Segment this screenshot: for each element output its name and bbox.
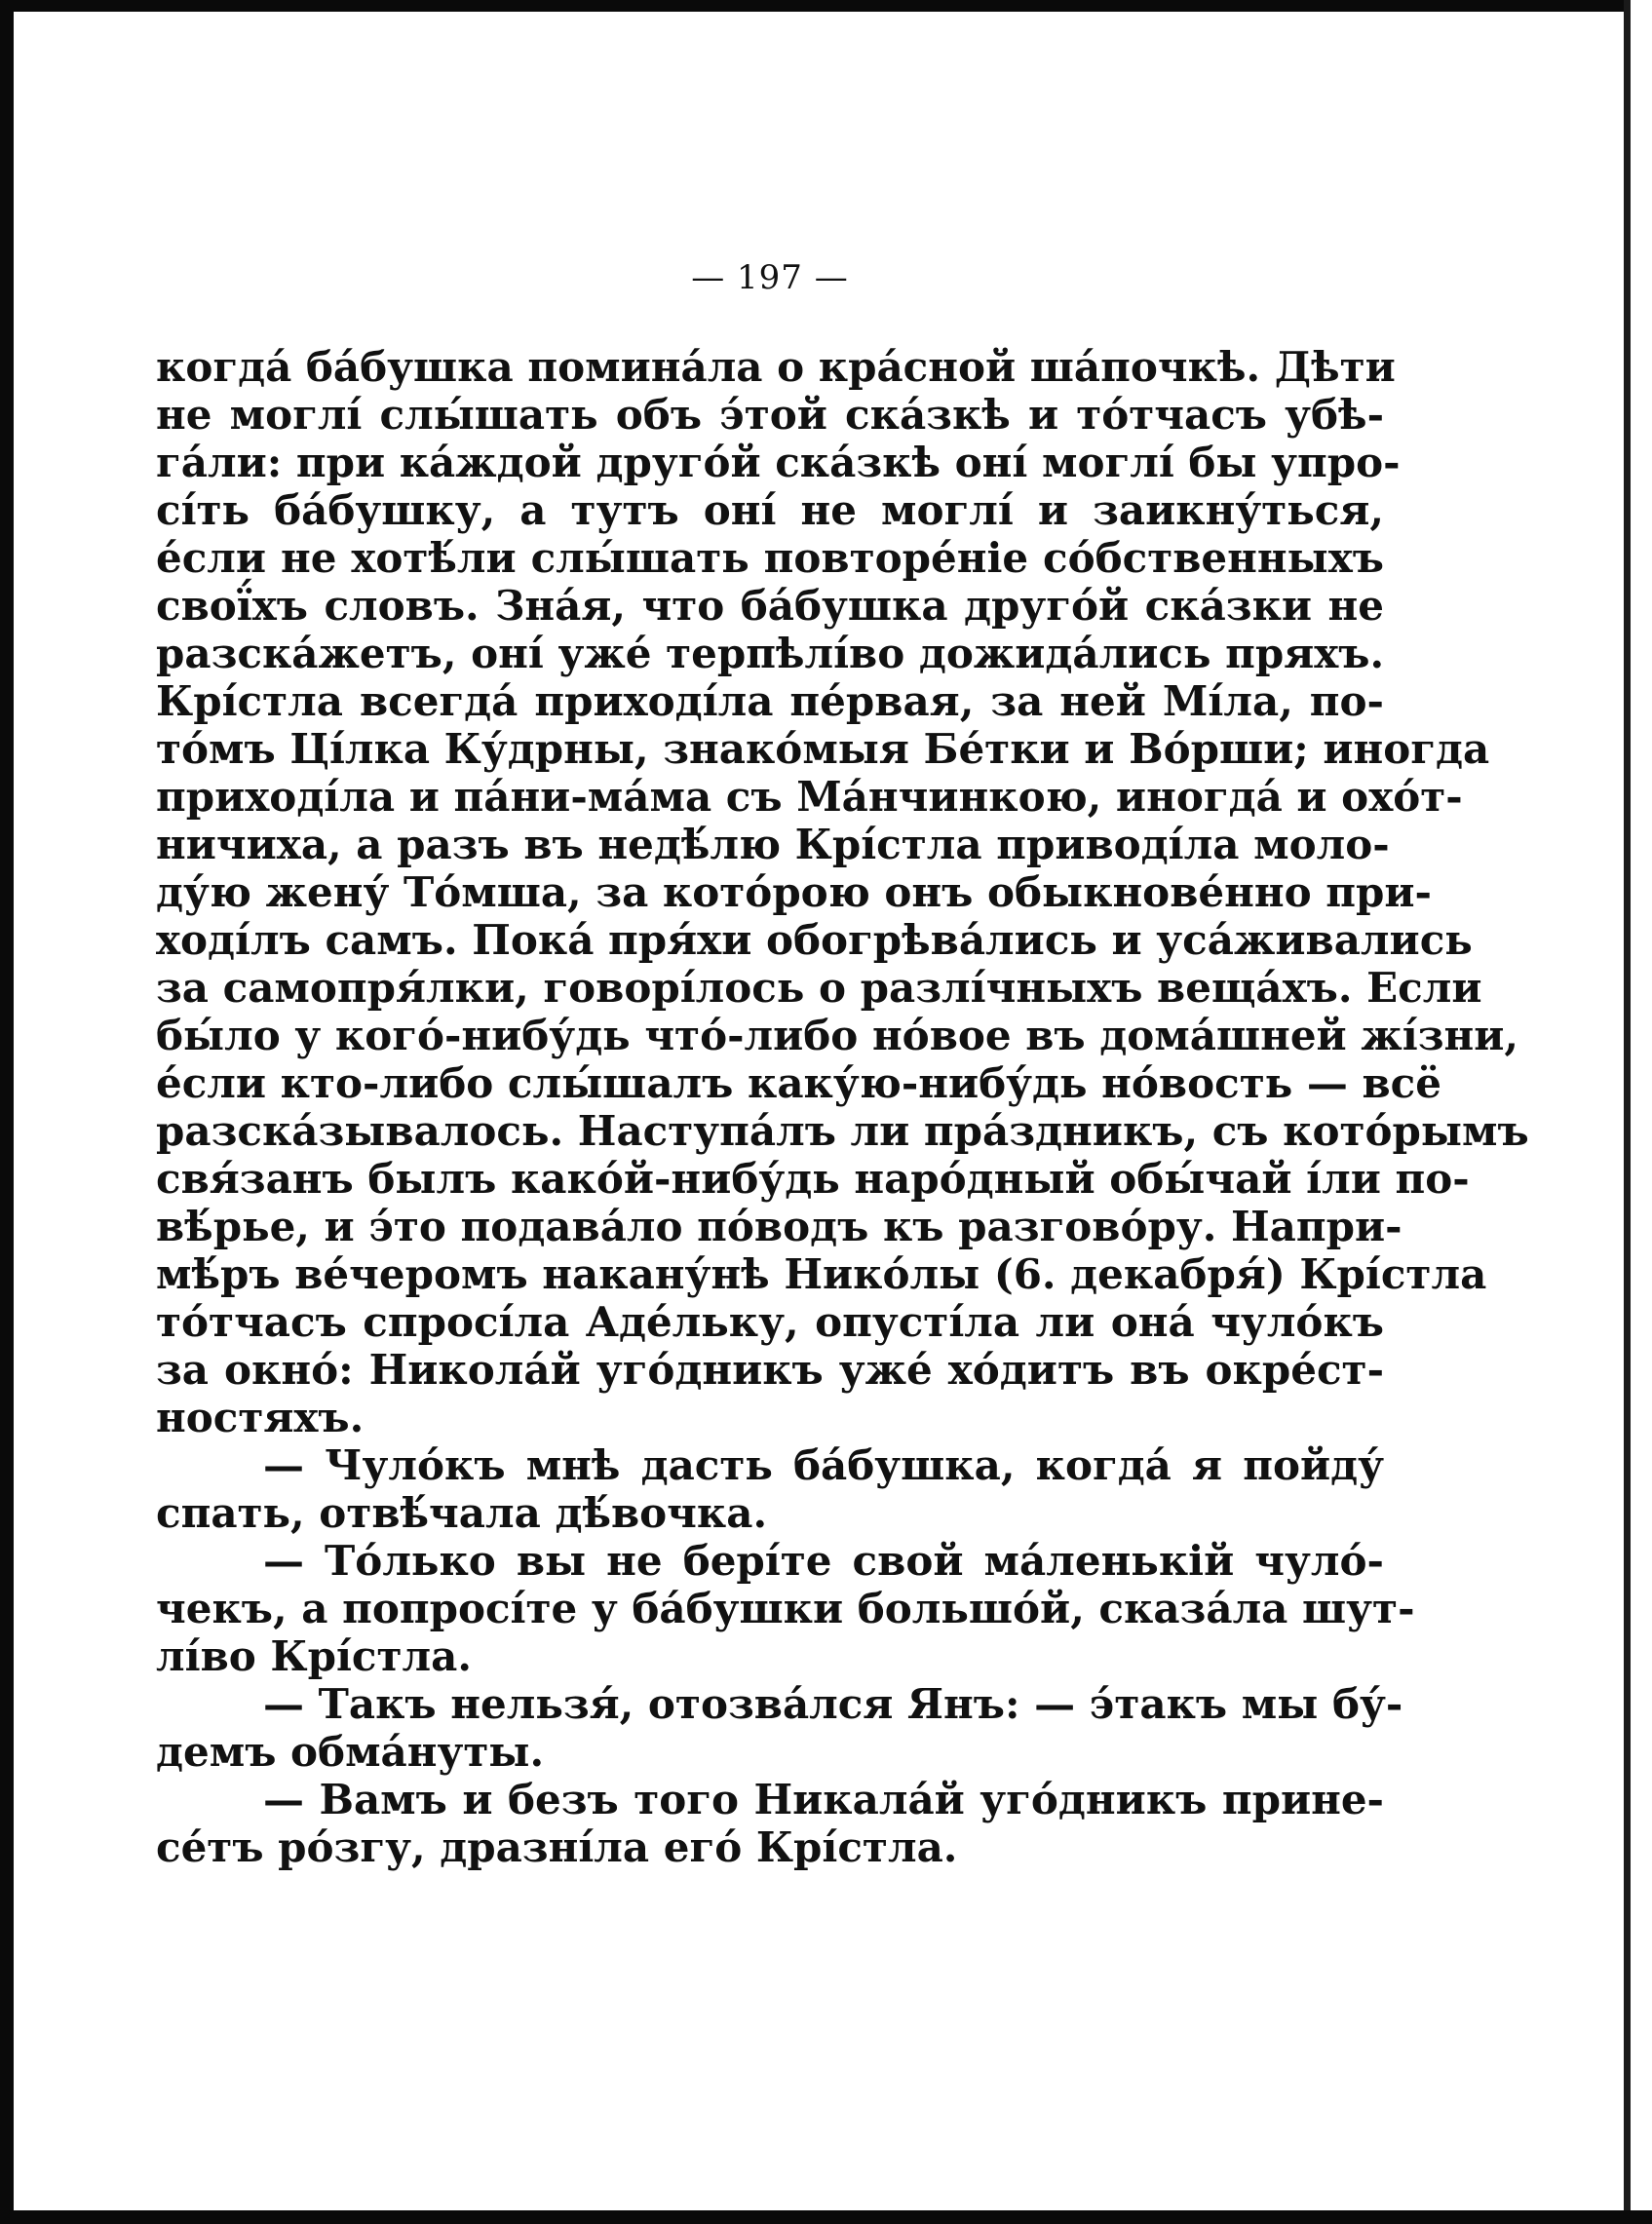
text-line: разска́жетъ, оні́ уже́ терпѣлі́во дожида́лись пряхъ. bbox=[156, 630, 1385, 677]
text-line: ничиха, а разъ въ недѣ́лю Крі́стла приводі́ла моло- bbox=[156, 821, 1390, 868]
text-line: спать, отвѣ́чала дѣ́вочка. bbox=[156, 1489, 768, 1537]
body-text bbox=[156, 343, 1529, 1871]
text-line: ході́лъ самъ. Пока́ пря́хи обогрѣва́лись и уса́живались bbox=[156, 916, 1473, 964]
text-line: се́тъ ро́згу, дразні́ла его́ Крі́стла. bbox=[156, 1823, 958, 1871]
text-line: когда́ ба́бушка помина́ла о кра́сной ша́почкѣ. Дѣти bbox=[156, 343, 1396, 391]
scan-edge-top bbox=[0, 0, 1652, 12]
text-line: свя́занъ былъ како́й-нибу́дь наро́дный обы́чай і́ли по- bbox=[156, 1155, 1470, 1203]
text-line: приході́ла и па́ни-ма́ма съ Ма́нчинкою, иногда́ и охо́т- bbox=[156, 773, 1463, 821]
text-line: вѣ́рье, и э́то подава́ло по́водъ къ разгово́ру. Напри- bbox=[156, 1203, 1402, 1250]
text-line: лі́во Крі́стла. bbox=[156, 1632, 472, 1680]
dialogue-line: — Такъ нельзя́, отозва́лся Янъ: — э́такъ мы бу́- bbox=[263, 1680, 1403, 1728]
text-line: за самопря́лки, говорі́лось о разлі́чныхъ веща́хъ. Если bbox=[156, 964, 1482, 1012]
text-line: не моглі́ слы́шать объ э́той ска́зкѣ и то́тчасъ убѣ- bbox=[156, 391, 1384, 439]
dialogue-line: — Вамъ и безъ того Никала́й уго́дникъ прине- bbox=[263, 1776, 1384, 1823]
text-line: сі́ть ба́бушку, а тутъ оні́ не моглі́ и заикну́ться, bbox=[156, 486, 1384, 534]
text-line: бы́ло у кого́-нибу́дь что́-либо но́вое въ дома́шней жі́зни, bbox=[156, 1012, 1519, 1059]
text-line: Крі́стла всегда́ приході́ла пе́рвая, за ней Мі́ла, по- bbox=[156, 677, 1384, 725]
scan-margin-right bbox=[1631, 0, 1652, 2224]
text-line: ду́ю жену́ То́мша, за кото́рою онъ обыкнове́нно при- bbox=[156, 868, 1432, 916]
text-line: е́сли не хотѣ́ли слы́шать повторе́ніе со́бственныхъ bbox=[156, 534, 1384, 582]
dialogue-line: — То́лько вы не бері́те свой ма́ленькій чуло́- bbox=[263, 1537, 1384, 1585]
text-line: е́сли кто-либо слы́шалъ каку́ю-нибу́дь но́вость — всё bbox=[156, 1059, 1441, 1107]
text-line: разска́зывалось. Наступа́лъ ли пра́здникъ, съ кото́рымъ bbox=[156, 1107, 1529, 1155]
text-line: то́тчасъ спросі́ла Аде́льку, опусті́ла ли она́ чуло́къ bbox=[156, 1298, 1384, 1346]
scan-edge-right bbox=[1624, 0, 1631, 2224]
text-line: ностяхъ. bbox=[156, 1394, 365, 1441]
text-line: мѣ́ръ ве́черомъ накану́нѣ Нико́лы (6. декабря́) Крі́стла bbox=[156, 1250, 1487, 1298]
text-line: свої́хъ словъ. Зна́я, что ба́бушка друго́й ска́зки не bbox=[156, 582, 1384, 630]
dialogue-line: — Чуло́къ мнѣ дасть ба́бушка, когда́ я пойду́ bbox=[263, 1441, 1384, 1489]
text-line: демъ обма́нуты. bbox=[156, 1728, 545, 1776]
page-number: — 197 — bbox=[691, 258, 849, 297]
text-line: чекъ, а попросі́те у ба́бушки большо́й, сказа́ла шут- bbox=[156, 1585, 1415, 1632]
scan-edge-bottom bbox=[0, 2210, 1652, 2224]
scan-edge-left bbox=[0, 0, 14, 2224]
text-line: га́ли: при ка́ждой друго́й ска́зкѣ оні́ моглі́ бы упро- bbox=[156, 439, 1401, 486]
text-line: за окно́: Никола́й уго́дникъ уже́ хо́дитъ въ окре́ст- bbox=[156, 1346, 1384, 1394]
text-line: то́мъ Ці́лка Ку́дрны, знако́мыя Бе́тки и Во́рши; иногда bbox=[156, 725, 1490, 773]
